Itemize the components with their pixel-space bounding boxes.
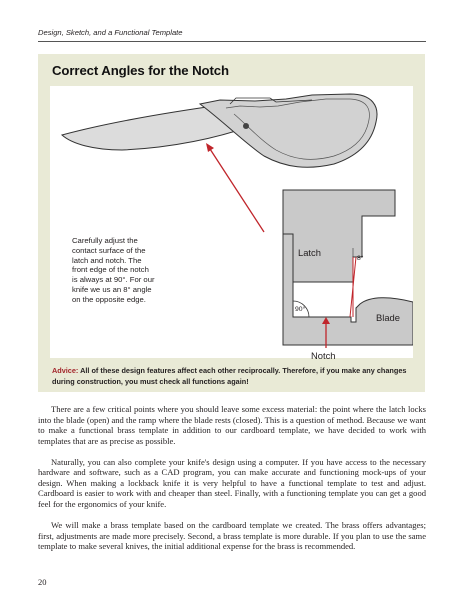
pointer-arrow-to-notch — [210, 149, 264, 232]
paragraph-1: There are a few critical points where you should leave some excess material: the point where the latch locks into the blade (open) and the ramp where the blade rests (closed). This is a question of method. Because we want to make a functional brass template in addition to our cardboard template, we have decided to work with templates that are as precise as possible. — [38, 404, 426, 446]
advice-label: Advice: — [52, 366, 79, 375]
body-text — [38, 404, 426, 562]
advice-text: All of these design features affect each other reciprocally. Therefore, if you make any changes during construction, you must check all functions again! — [52, 366, 407, 386]
blade-label: Blade — [376, 312, 400, 323]
latch-part — [283, 190, 395, 282]
notch-label: Notch — [311, 350, 336, 361]
latch-label: Latch — [298, 247, 321, 258]
angle-8-label: 8° — [357, 255, 364, 262]
knife-pivot-pin — [243, 123, 249, 129]
figure-title: Correct Angles for the Notch — [52, 63, 229, 78]
advice-box — [52, 366, 412, 387]
angle-90-label: 90° — [295, 306, 306, 313]
knife-diagram — [50, 86, 413, 358]
figure-illustration — [50, 86, 413, 358]
figure-caption: Carefully adjust the contact surface of the latch and notch. The front edge of the notch is always at 90°. For our knife we us an 8° angle on the opposite edge. — [72, 236, 155, 304]
paragraph-2: Naturally, you can also complete your knife's design using a computer. If you have access to the necessary hardware and software, such as a CAD program, you can make accurate and functioning mock-ups of your design. When making a lockback knife it is very helpful to have a functional template to test and adjust. Cardboard is easier to work with and cheaper than steel. Finally, with a functioning template you can get a good feel for the ergonomics of your knife. — [38, 456, 426, 509]
pointer-arrowhead-knife — [206, 143, 214, 152]
running-head: Design, Sketch, and a Functional Template — [38, 28, 183, 37]
page-number: 20 — [38, 577, 47, 587]
paragraph-3: We will make a brass template based on the cardboard template we created. The brass offers advantages; first, adjustments are made more precisely. Second, a brass template is more durable. If you plan to use the same template to make several knives, the initial additional expense for the brass is recommended. — [38, 520, 426, 552]
figure-box — [38, 54, 425, 392]
header-rule — [38, 41, 426, 42]
